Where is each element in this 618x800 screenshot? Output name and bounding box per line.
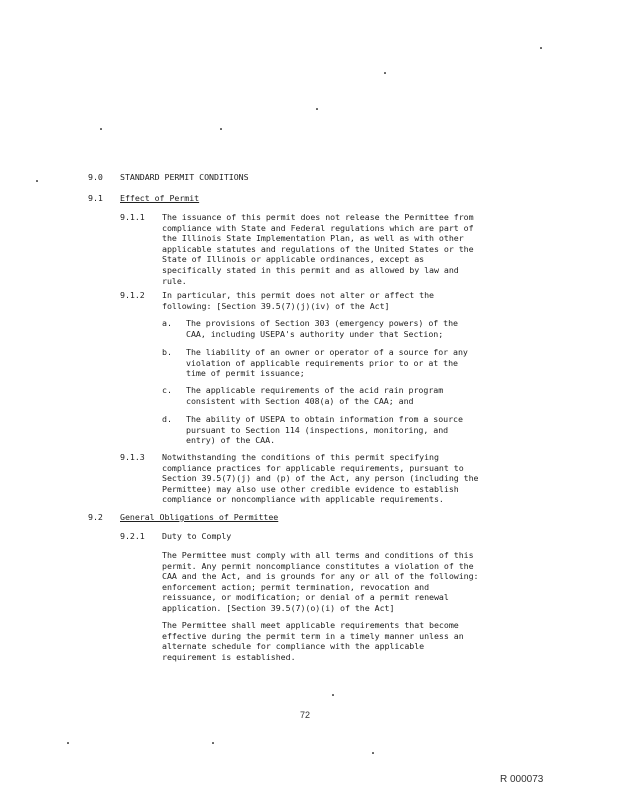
text-line: compliance or noncompliance with applicable requirements. <box>162 494 444 505</box>
scan-speck <box>100 128 102 130</box>
text-line: Notwithstanding the conditions of this permit specifying <box>162 452 439 462</box>
list-item-letter: b. <box>162 347 172 357</box>
text-line: The Permittee shall meet applicable requirements that become <box>162 620 459 630</box>
subsection-title: Duty to Comply <box>162 531 232 541</box>
section-title: STANDARD PERMIT CONDITIONS <box>120 172 249 182</box>
scan-speck <box>316 108 318 110</box>
text-line: compliance with State and Federal regulations which are part of <box>162 222 474 233</box>
scan-speck <box>384 72 386 74</box>
text-line: application. [Section 39.5(7)(o)(i) of the Act] <box>162 602 395 613</box>
section-number: 9.0 <box>88 172 103 182</box>
text-line: The ability of USEPA to obtain information from a source <box>186 414 463 424</box>
text-line: requirement is established. <box>162 651 296 662</box>
text-line: consistent with Section 408(a) of the CAA; and <box>186 395 414 406</box>
text-line: The applicable requirements of the acid rain program <box>186 385 444 395</box>
subsection-paragraph <box>162 620 464 662</box>
subsection-number: 9.1.2 <box>120 290 145 300</box>
text-line: In particular, this permit does not alter or affect the <box>162 290 434 300</box>
subsection-paragraph <box>162 452 479 505</box>
subsection-number: 9.1.1 <box>120 212 145 222</box>
text-line: specifically stated in this permit and as allowed by law and <box>162 264 459 275</box>
section-title: General Obligations of Permittee <box>120 512 279 522</box>
scan-speck <box>36 180 38 182</box>
text-line: compliance practices for applicable requirements, pursuant to <box>162 462 464 473</box>
subsection-paragraph <box>162 290 434 311</box>
text-line: CAA and the Act, and is grounds for any or all of the following: <box>162 571 479 582</box>
text-line: The issuance of this permit does not release the Permittee from <box>162 212 474 222</box>
scan-speck <box>212 742 214 744</box>
scan-speck <box>332 694 334 696</box>
scan-speck <box>540 47 542 49</box>
subsection-number: 9.2.1 <box>120 531 145 541</box>
text-line: Permittee) may also use other credible evidence to establish <box>162 483 459 494</box>
text-line: The liability of an owner or operator of a source for any <box>186 347 468 357</box>
scan-speck <box>372 752 374 754</box>
text-line: applicable statutes and regulations of the United States or the <box>162 243 474 254</box>
text-line: entry) of the CAA. <box>186 435 276 446</box>
text-line: the Illinois State Implementation Plan, as well as with other <box>162 233 464 244</box>
page-number: 72 <box>300 710 311 720</box>
section-title: Effect of Permit <box>120 193 200 203</box>
text-line: rule. <box>162 275 187 286</box>
list-item <box>186 347 468 379</box>
text-line: permit. Any permit noncompliance constitutes a violation of the <box>162 560 474 571</box>
list-item <box>186 385 443 406</box>
scan-speck <box>67 742 69 744</box>
subsection-number: 9.1.3 <box>120 452 145 462</box>
text-line: The Permittee must comply with all terms and conditions of this <box>162 550 474 560</box>
text-line: reissuance, or modification; or denial of a permit renewal <box>162 592 449 603</box>
text-line: Section 39.5(7)(j) and (p) of the Act, any person (including the <box>162 473 479 484</box>
list-item-letter: a. <box>162 318 172 328</box>
text-line: The provisions of Section 303 (emergency powers) of the <box>186 318 458 328</box>
section-number: 9.2 <box>88 512 103 522</box>
list-item-letter: d. <box>162 414 172 424</box>
text-line: enforcement action; permit termination, revocation and <box>162 581 430 592</box>
text-line: State of Illinois or applicable ordinances, except as <box>162 254 425 265</box>
text-line: alternate schedule for compliance with the applicable <box>162 641 425 652</box>
section-number: 9.1 <box>88 193 103 203</box>
scan-speck <box>220 128 222 130</box>
text-line: time of permit issuance; <box>186 368 305 379</box>
subsection-paragraph <box>162 212 474 286</box>
list-item-letter: c. <box>162 385 172 395</box>
text-line: following: [Section 39.5(7)(j)(iv) of the Act] <box>162 300 390 311</box>
text-line: pursuant to Section 114 (inspections, monitoring, and <box>186 424 449 435</box>
list-item <box>186 318 458 339</box>
bates-number: R 000073 <box>500 774 544 785</box>
text-line: effective during the permit term in a timely manner unless an <box>162 630 464 641</box>
subsection-paragraph <box>162 550 479 614</box>
text-line: violation of applicable requirements prior to or at the <box>186 357 458 368</box>
list-item <box>186 414 463 446</box>
text-line: CAA, including USEPA's authority under that Section; <box>186 328 444 339</box>
